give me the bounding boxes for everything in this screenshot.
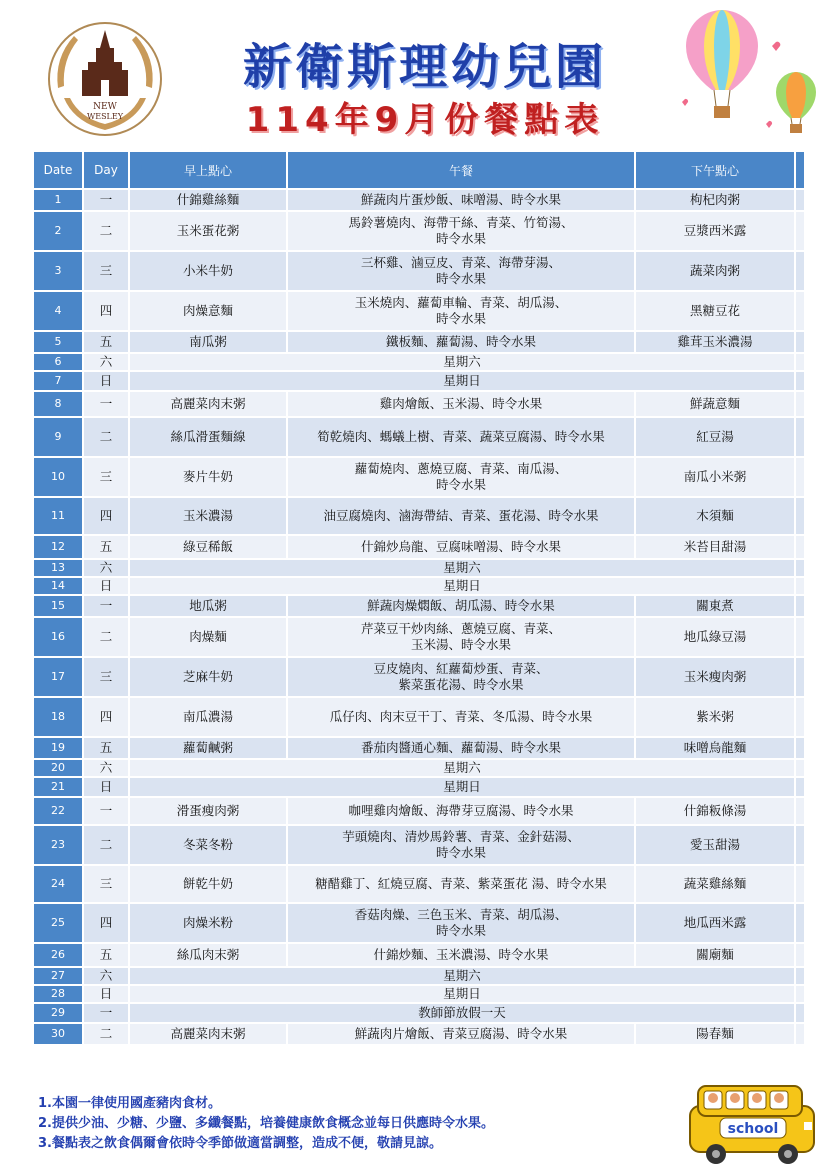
afternoon-snack-cell: 味噌烏龍麵: [636, 738, 796, 760]
date-cell: 15: [34, 596, 84, 618]
day-cell: 五: [84, 536, 130, 560]
day-cell: 六: [84, 560, 130, 578]
date-cell: 18: [34, 698, 84, 738]
afternoon-snack-cell: 什錦粄條湯: [636, 798, 796, 826]
table-row: [34, 826, 806, 866]
date-cell: 3: [34, 252, 84, 292]
row-pad: [796, 1004, 806, 1024]
holiday-cell: 星期六: [130, 760, 796, 778]
holiday-cell: 教師節放假一天: [130, 1004, 796, 1024]
morning-snack-cell: 地瓜粥: [130, 596, 288, 618]
afternoon-snack-cell: 愛玉甜湯: [636, 826, 796, 866]
day-cell: 一: [84, 392, 130, 418]
holiday-cell: 星期六: [130, 968, 796, 986]
morning-snack-cell: 麥片牛奶: [130, 458, 288, 498]
morning-snack-cell: 肉燥米粉: [130, 904, 288, 944]
lunch-cell: 鮮蔬肉燥燜飯、胡瓜湯、時令水果: [288, 596, 636, 618]
date-cell: 20: [34, 760, 84, 778]
date-cell: 24: [34, 866, 84, 904]
day-cell: 二: [84, 212, 130, 252]
row-pad: [796, 738, 806, 760]
table-row: [34, 578, 806, 596]
table-row: [34, 536, 806, 560]
day-cell: 六: [84, 968, 130, 986]
row-pad: [796, 252, 806, 292]
date-cell: 1: [34, 190, 84, 212]
holiday-cell: 星期日: [130, 578, 796, 596]
afternoon-snack-cell: 枸杞肉粥: [636, 190, 796, 212]
table-row: [34, 212, 806, 252]
afternoon-snack-cell: 雞茸玉米濃湯: [636, 332, 796, 354]
table-row: [34, 1024, 806, 1046]
lunch-cell: 什錦炒麵、玉米濃湯、時令水果: [288, 944, 636, 968]
morning-snack-cell: 玉米濃湯: [130, 498, 288, 536]
table-row: [34, 418, 806, 458]
morning-snack-cell: 餅乾牛奶: [130, 866, 288, 904]
table-row: [34, 738, 806, 760]
lunch-cell: 瓜仔肉、肉末豆干丁、青菜、冬瓜湯、時令水果: [288, 698, 636, 738]
table-row: [34, 354, 806, 372]
lunch-cell: 番茄肉醬通心麵、蘿蔔湯、時令水果: [288, 738, 636, 760]
header-morning-snack: 早上點心: [130, 152, 288, 190]
menu-subtitle: 114年9月份餐點表: [245, 100, 605, 140]
lunch-cell: 鐵板麵、蘿蔔湯、時令水果: [288, 332, 636, 354]
row-pad: [796, 458, 806, 498]
lunch-cell: 鮮蔬肉片燴飯、青菜豆腐湯、時令水果: [288, 1024, 636, 1046]
lunch-cell: 筍乾燒肉、螞蟻上樹、青菜、蔬菜豆腐湯、時令水果: [288, 418, 636, 458]
table-row: [34, 986, 806, 1004]
day-cell: 四: [84, 904, 130, 944]
row-pad: [796, 578, 806, 596]
date-cell: 6: [34, 354, 84, 372]
day-cell: 日: [84, 778, 130, 798]
date-cell: 23: [34, 826, 84, 866]
table-row: [34, 292, 806, 332]
holiday-cell: 星期六: [130, 560, 796, 578]
lunch-cell: 芹菜豆干炒肉絲、蔥燒豆腐、青菜、 玉米湯、時令水果: [288, 618, 636, 658]
date-cell: 2: [34, 212, 84, 252]
row-pad: [796, 498, 806, 536]
logo-text-new: NEW: [93, 102, 117, 112]
date-cell: 7: [34, 372, 84, 392]
table-row: [34, 1004, 806, 1024]
morning-snack-cell: 高麗菜肉末粥: [130, 392, 288, 418]
row-pad: [796, 798, 806, 826]
day-cell: 二: [84, 826, 130, 866]
row-pad: [796, 658, 806, 698]
table-row: [34, 498, 806, 536]
day-cell: 四: [84, 698, 130, 738]
day-cell: 三: [84, 252, 130, 292]
date-cell: 26: [34, 944, 84, 968]
header-afternoon-snack: 下午點心: [636, 152, 796, 190]
day-cell: 一: [84, 1004, 130, 1024]
afternoon-snack-cell: 蔬菜雞絲麵: [636, 866, 796, 904]
row-pad: [796, 190, 806, 212]
lunch-cell: 雞肉燴飯、玉米湯、時令水果: [288, 392, 636, 418]
table-row: [34, 904, 806, 944]
row-pad: [796, 778, 806, 798]
table-row: [34, 392, 806, 418]
row-pad: [796, 826, 806, 866]
header-lunch: 午餐: [288, 152, 636, 190]
row-pad: [796, 372, 806, 392]
afternoon-snack-cell: 玉米瘦肉粥: [636, 658, 796, 698]
morning-snack-cell: 高麗菜肉末粥: [130, 1024, 288, 1046]
date-cell: 13: [34, 560, 84, 578]
date-cell: 29: [34, 1004, 84, 1024]
morning-snack-cell: 南瓜濃湯: [130, 698, 288, 738]
date-cell: 25: [34, 904, 84, 944]
table-row: [34, 596, 806, 618]
day-cell: 二: [84, 618, 130, 658]
row-pad: [796, 392, 806, 418]
morning-snack-cell: 滑蛋瘦肉粥: [130, 798, 288, 826]
row-pad: [796, 332, 806, 354]
table-body: [34, 190, 806, 1046]
day-cell: 日: [84, 986, 130, 1004]
morning-snack-cell: 冬菜冬粉: [130, 826, 288, 866]
table-row: [34, 798, 806, 826]
row-pad: [796, 760, 806, 778]
row-pad: [796, 904, 806, 944]
morning-snack-cell: 綠豆稀飯: [130, 536, 288, 560]
table-row: [34, 658, 806, 698]
table-row: [34, 866, 806, 904]
date-cell: 30: [34, 1024, 84, 1046]
day-cell: 四: [84, 498, 130, 536]
date-cell: 21: [34, 778, 84, 798]
lunch-cell: 芋頭燒肉、清炒馬鈴薯、青菜、金針菇湯、 時令水果: [288, 826, 636, 866]
morning-snack-cell: 絲瓜滑蛋麵線: [130, 418, 288, 458]
lunch-cell: 蘿蔔燒肉、蔥燒豆腐、青菜、南瓜湯、 時令水果: [288, 458, 636, 498]
date-cell: 9: [34, 418, 84, 458]
day-cell: 六: [84, 760, 130, 778]
row-pad: [796, 418, 806, 458]
date-cell: 16: [34, 618, 84, 658]
afternoon-snack-cell: 米苔目甜湯: [636, 536, 796, 560]
lunch-cell: 糖醋雞丁、紅燒豆腐、青菜、紫菜蛋花 湯、時令水果: [288, 866, 636, 904]
day-cell: 三: [84, 866, 130, 904]
date-cell: 12: [34, 536, 84, 560]
date-cell: 14: [34, 578, 84, 596]
hot-air-balloons-icon: [676, 6, 826, 140]
afternoon-snack-cell: 紫米粥: [636, 698, 796, 738]
holiday-cell: 星期日: [130, 778, 796, 798]
day-cell: 六: [84, 354, 130, 372]
table-row: [34, 618, 806, 658]
day-cell: 日: [84, 578, 130, 596]
lunch-cell: 鮮蔬肉片蛋炒飯、味噌湯、時令水果: [288, 190, 636, 212]
date-cell: 4: [34, 292, 84, 332]
header-date: Date: [34, 152, 84, 190]
morning-snack-cell: 肉燥麵: [130, 618, 288, 658]
lunch-cell: 油豆腐燒肉、滷海帶結、青菜、蛋花湯、時令水果: [288, 498, 636, 536]
table-row: [34, 560, 806, 578]
row-pad: [796, 212, 806, 252]
row-pad: [796, 866, 806, 904]
table-row: [34, 944, 806, 968]
day-cell: 五: [84, 738, 130, 760]
row-pad: [796, 968, 806, 986]
lunch-cell: 什錦炒烏龍、豆腐味噌湯、時令水果: [288, 536, 636, 560]
afternoon-snack-cell: 關東煮: [636, 596, 796, 618]
row-pad: [796, 292, 806, 332]
day-cell: 一: [84, 190, 130, 212]
afternoon-snack-cell: 陽春麵: [636, 1024, 796, 1046]
date-cell: 5: [34, 332, 84, 354]
table-row: [34, 698, 806, 738]
afternoon-snack-cell: 黑糖豆花: [636, 292, 796, 332]
table-row: [34, 252, 806, 292]
lunch-cell: 豆皮燒肉、紅蘿蔔炒蛋、青菜、 紫菜蛋花湯、時令水果: [288, 658, 636, 698]
table-row: [34, 190, 806, 212]
lunch-cell: 玉米燒肉、蘿蔔車輪、青菜、胡瓜湯、 時令水果: [288, 292, 636, 332]
day-cell: 一: [84, 596, 130, 618]
date-cell: 19: [34, 738, 84, 760]
table-header-row: [34, 152, 806, 190]
row-pad: [796, 986, 806, 1004]
table-row: [34, 760, 806, 778]
date-cell: 27: [34, 968, 84, 986]
logo-text-wesley: WESLEY: [87, 112, 123, 121]
day-cell: 一: [84, 798, 130, 826]
morning-snack-cell: 肉燥意麵: [130, 292, 288, 332]
row-pad: [796, 618, 806, 658]
table-row: [34, 778, 806, 798]
header-pad: [796, 152, 806, 190]
day-cell: 四: [84, 292, 130, 332]
afternoon-snack-cell: 地瓜綠豆湯: [636, 618, 796, 658]
lunch-cell: 香菇肉燥、三色玉米、青菜、胡瓜湯、 時令水果: [288, 904, 636, 944]
afternoon-snack-cell: 地瓜西米露: [636, 904, 796, 944]
table-row: [34, 332, 806, 354]
holiday-cell: 星期日: [130, 986, 796, 1004]
bus-label: school: [727, 1121, 779, 1137]
school-logo: [44, 18, 166, 140]
note-item: 3.餐點表之飲食偶爾會依時令季節做適當調整，造成不便，敬請見諒。: [38, 1136, 442, 1151]
date-cell: 11: [34, 498, 84, 536]
day-cell: 三: [84, 458, 130, 498]
note-item: 1.本園一律使用國產豬肉食材。: [38, 1096, 221, 1111]
lunch-cell: 咖哩雞肉燴飯、海帶芽豆腐湯、時令水果: [288, 798, 636, 826]
meal-table: [34, 152, 806, 1046]
date-cell: 10: [34, 458, 84, 498]
day-cell: 日: [84, 372, 130, 392]
morning-snack-cell: 南瓜粥: [130, 332, 288, 354]
morning-snack-cell: 什錦雞絲麵: [130, 190, 288, 212]
day-cell: 五: [84, 944, 130, 968]
lunch-cell: 三杯雞、滷豆皮、青菜、海帶芽湯、 時令水果: [288, 252, 636, 292]
notes: [38, 1094, 678, 1154]
row-pad: [796, 536, 806, 560]
afternoon-snack-cell: 蔬菜肉粥: [636, 252, 796, 292]
row-pad: [796, 560, 806, 578]
header-day: Day: [84, 152, 130, 190]
lunch-cell: 馬鈴薯燒肉、海帶干絲、青菜、竹筍湯、 時令水果: [288, 212, 636, 252]
row-pad: [796, 354, 806, 372]
morning-snack-cell: 小米牛奶: [130, 252, 288, 292]
day-cell: 五: [84, 332, 130, 354]
date-cell: 17: [34, 658, 84, 698]
morning-snack-cell: 蘿蔔鹹粥: [130, 738, 288, 760]
holiday-cell: 星期六: [130, 354, 796, 372]
day-cell: 二: [84, 418, 130, 458]
afternoon-snack-cell: 豆漿西米露: [636, 212, 796, 252]
afternoon-snack-cell: 紅豆湯: [636, 418, 796, 458]
note-item: 2.提供少油、少糖、少鹽、多纖餐點，培養健康飲食概念並每日供應時令水果。: [38, 1116, 494, 1131]
afternoon-snack-cell: 南瓜小米粥: [636, 458, 796, 498]
afternoon-snack-cell: 鮮蔬意麵: [636, 392, 796, 418]
school-name: 新衛斯理幼兒園: [242, 39, 607, 95]
morning-snack-cell: 絲瓜肉末粥: [130, 944, 288, 968]
afternoon-snack-cell: 木須麵: [636, 498, 796, 536]
holiday-cell: 星期日: [130, 372, 796, 392]
row-pad: [796, 944, 806, 968]
day-cell: 二: [84, 1024, 130, 1046]
row-pad: [796, 698, 806, 738]
date-cell: 28: [34, 986, 84, 1004]
morning-snack-cell: 芝麻牛奶: [130, 658, 288, 698]
table-row: [34, 372, 806, 392]
row-pad: [796, 596, 806, 618]
date-cell: 22: [34, 798, 84, 826]
table-row: [34, 968, 806, 986]
date-cell: 8: [34, 392, 84, 418]
school-bus-icon: [684, 1076, 820, 1168]
row-pad: [796, 1024, 806, 1046]
table-row: [34, 458, 806, 498]
morning-snack-cell: 玉米蛋花粥: [130, 212, 288, 252]
day-cell: 三: [84, 658, 130, 698]
afternoon-snack-cell: 關廟麵: [636, 944, 796, 968]
